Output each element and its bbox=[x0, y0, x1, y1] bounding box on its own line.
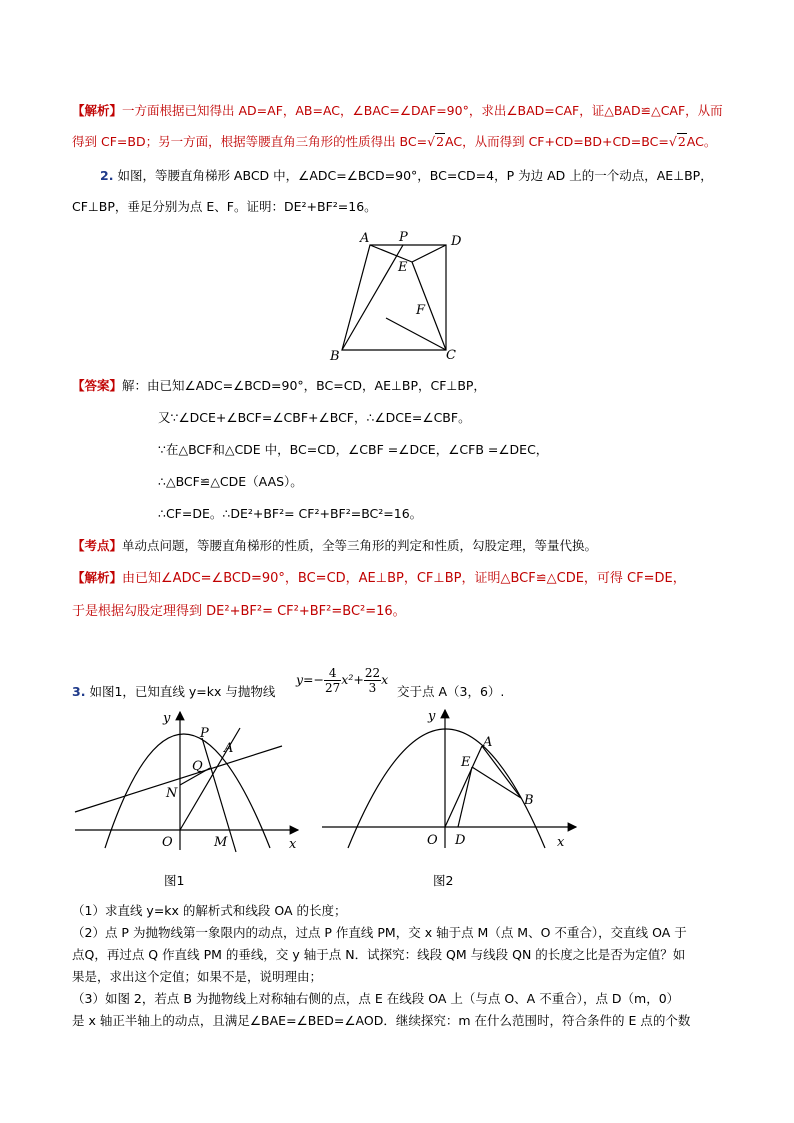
q3-intro-post-text: 交于点 A（3，6）. bbox=[397, 684, 505, 699]
fig1-label-A: A bbox=[224, 741, 234, 756]
fig2-label-A: A bbox=[483, 735, 493, 750]
kaodian-tag: 【考点】 bbox=[72, 538, 123, 553]
sqrt2-b: √2 bbox=[668, 134, 686, 149]
label-D: D bbox=[451, 234, 462, 249]
analysis1-tag: 【解析】 bbox=[72, 103, 123, 118]
label-E: E bbox=[398, 260, 408, 275]
formula-mid: x²+ bbox=[341, 672, 364, 687]
fig1-label-O: O bbox=[162, 835, 173, 850]
fig1-parabola bbox=[105, 734, 270, 848]
fig2-caption: 图2 bbox=[433, 873, 454, 888]
fig2-parabola bbox=[348, 729, 545, 848]
q3-part2-text-2: 点Q，再过点 Q 作直线 PM 的垂线，交 y 轴于点 N．试探究：线段 QM 与线段 QN 的长度之比是否为定值？如 bbox=[72, 947, 686, 962]
figure-1 bbox=[75, 712, 298, 852]
analysis2-text-1: 由已知∠ADC=∠BCD=90°，BC=CD，AE⊥BP，CF⊥BP，证明△BCF≌△CDE，可得 CF=DE， bbox=[122, 571, 686, 586]
fig1-label-x: x bbox=[289, 837, 297, 852]
fig2-label-E: E bbox=[461, 755, 471, 770]
q3-part2-line3 bbox=[72, 968, 322, 986]
fraction-22-3: $\frac{22}{3}$ bbox=[364, 666, 381, 695]
formula-prefix: y=− bbox=[296, 672, 325, 687]
fig2-label-x: x bbox=[557, 835, 565, 850]
fig2-segment-ed bbox=[458, 767, 472, 827]
q3-part2-text-1: （2）点 P 为抛物线第一象限内的动点，过点 P 作直线 PM，交 x 轴于点 M（点 M、O 不重合），交直线 OA 于 bbox=[72, 925, 687, 940]
analysis1-text-2c: AC。 bbox=[686, 134, 717, 149]
figure-2 bbox=[322, 710, 576, 848]
fig1-label-y: y bbox=[163, 711, 171, 726]
answer-text-5: ∴CF=DE。∴DE²+BF²= CF²+BF²=BC²=16。 bbox=[158, 506, 423, 521]
q3-part2-text-3: 果是，求出这个定值；如果不是，说明理由； bbox=[72, 969, 323, 984]
q3-part1-text: （1）求直线 y=kx 的解析式和线段 OA 的长度； bbox=[72, 903, 347, 918]
q3-part3-line2 bbox=[72, 1012, 690, 1030]
fig2-segment-eb bbox=[472, 767, 521, 798]
label-A: A bbox=[360, 231, 370, 246]
label-F: F bbox=[416, 303, 426, 318]
q3-part2-line2 bbox=[72, 946, 685, 964]
q3-number: 3. bbox=[72, 684, 86, 699]
analysis2-tag: 【解析】 bbox=[72, 570, 123, 585]
answer-text-4: ∴△BCF≌△CDE（AAS）。 bbox=[158, 474, 303, 489]
fig1-label-M: M bbox=[214, 835, 228, 850]
answer-text-1: 解：由已知∠ADC=∠BCD=90°，BC=CD，AE⊥BP，CF⊥BP， bbox=[122, 378, 486, 393]
q3-part2-line1 bbox=[72, 924, 687, 942]
fig2-label-O: O bbox=[427, 833, 438, 848]
formula-end: x bbox=[381, 672, 389, 687]
label-P: P bbox=[399, 230, 408, 245]
q3-intro-text: 如图1，已知直线 y=kx 与抛物线 bbox=[89, 684, 276, 699]
answer-tag: 【答案】 bbox=[72, 378, 123, 393]
q3-part1 bbox=[72, 902, 347, 920]
q3-part3-line1 bbox=[72, 990, 679, 1008]
q2-text-1: 如图，等腰直角梯形 ABCD 中，∠ADC=∠BCD=90°，BC=CD=4，P 为边 AD 上的一个动点，AE⊥BP， bbox=[117, 168, 713, 183]
kaodian-text: 单动点问题，等腰直角梯形的性质，全等三角形的判定和性质，勾股定理，等量代换。 bbox=[122, 538, 598, 553]
analysis1-text-2b: AC，从而得到 CF+CD=BD+CD=BC= bbox=[445, 134, 669, 149]
answer-text-3: ∵在△BCF和△CDE 中，BC=CD，∠CBF =∠DCE，∠CFB =∠DEC， bbox=[158, 442, 549, 457]
q3-part3-text-1: （3）如图 2，若点 B 为抛物线上对称轴右侧的点，点 E 在线段 OA 上（与点 O、A 不重合），点 D（m，0） bbox=[72, 991, 680, 1006]
label-B: B bbox=[330, 349, 340, 364]
fig2-segment-ab bbox=[482, 746, 521, 798]
label-C: C bbox=[446, 348, 456, 363]
analysis1-text-2a: 得到 CF=BD；另一方面，根据等腰直角三角形的性质得出 BC= bbox=[72, 134, 428, 149]
q2-text-2: CF⊥BP，垂足分别为点 E、F。证明：DE²+BF²=16。 bbox=[72, 199, 377, 214]
fig1-line-oa-extended bbox=[75, 746, 282, 812]
sqrt2-a: √2 bbox=[427, 134, 445, 149]
fig1-label-P: P bbox=[200, 726, 209, 741]
fig1-label-Q: Q bbox=[192, 759, 203, 774]
fig2-label-D: D bbox=[455, 833, 466, 848]
fig1-label-N: N bbox=[166, 786, 178, 801]
fraction-4-27: $\frac{4}{27}$ bbox=[325, 666, 341, 695]
fig2-label-B: B bbox=[524, 793, 534, 808]
analysis2-text-2: 于是根据勾股定理得到 DE²+BF²= CF²+BF²=BC²=16。 bbox=[72, 604, 406, 619]
fig2-label-y: y bbox=[428, 709, 436, 724]
analysis1-text-1: 一方面根据已知得出 AD=AF，AB=AC，∠BAC=∠DAF=90°，求出∠BAD=CAF，证△BAD≌△CAF，从而 bbox=[122, 103, 723, 118]
fig1-caption: 图1 bbox=[164, 873, 185, 888]
q3-part3-text-2: 是 x 轴正半轴上的动点，且满足∠BAE=∠BED=∠AOD．继续探究：m 在什么范围时，符合条件的 E 点的个数 bbox=[72, 1013, 691, 1028]
answer-text-2: 又∵∠DCE+∠BCF=∠CBF+∠BCF，∴∠DCE=∠CBF。 bbox=[158, 410, 471, 425]
q2-number: 2. bbox=[100, 168, 114, 183]
